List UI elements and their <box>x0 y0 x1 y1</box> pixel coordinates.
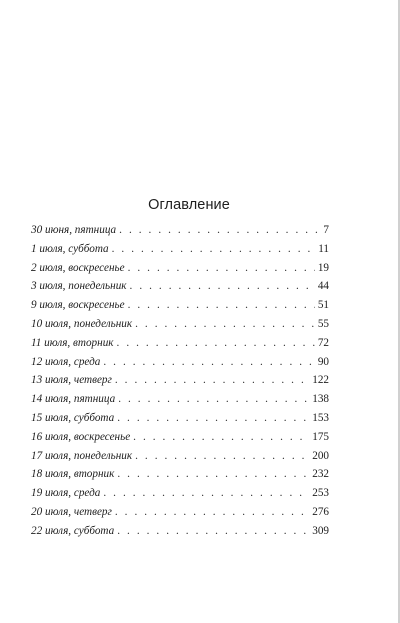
toc-dot-leader <box>128 299 315 311</box>
toc-entry <box>31 431 329 450</box>
toc-entry <box>31 506 329 525</box>
toc-entry <box>31 280 329 299</box>
toc-entry-page: 253 <box>312 487 329 500</box>
toc-entry-label: 12 июля, среда <box>31 355 101 368</box>
toc-entry <box>31 468 329 487</box>
toc-entry-label: 1 июля, суббота <box>31 242 109 255</box>
toc-entry <box>31 318 329 337</box>
toc-entry <box>31 356 329 375</box>
toc-entry-page: 51 <box>317 299 329 312</box>
toc-entry <box>31 487 329 506</box>
toc-entry-page: 55 <box>317 317 329 330</box>
toc-dot-leader <box>133 431 309 443</box>
toc-entry-page: 90 <box>317 355 329 368</box>
toc-entry <box>31 224 329 243</box>
toc-entry-page: 122 <box>312 374 329 387</box>
toc-entry-label: 17 июля, понедельник <box>31 449 133 462</box>
toc-dot-leader <box>117 412 309 424</box>
toc-dot-leader <box>115 374 309 386</box>
toc-entry-page: 276 <box>312 505 329 518</box>
toc-entry-page: 175 <box>312 430 329 443</box>
toc-dot-leader <box>130 280 315 292</box>
toc-entry-label: 16 июля, воскресенье <box>31 430 131 443</box>
toc-entry <box>31 412 329 431</box>
toc-entry-label: 3 июля, понедельник <box>31 280 127 293</box>
toc-entry-page: 309 <box>312 524 329 537</box>
toc-title: Оглавление <box>148 197 230 213</box>
toc-dot-leader <box>103 356 314 368</box>
toc-entry-label: 9 июля, воскресенье <box>31 299 125 312</box>
toc-dot-leader <box>103 487 309 499</box>
toc-entry <box>31 243 329 262</box>
toc-entry-page: 138 <box>312 393 329 406</box>
toc-entry <box>31 393 329 412</box>
toc-entry-label: 20 июля, четверг <box>31 505 112 518</box>
toc-entry-page: 19 <box>317 261 329 274</box>
toc-entry-label: 18 июля, вторник <box>31 468 115 481</box>
toc-entry <box>31 262 329 281</box>
toc-dot-leader <box>115 506 309 518</box>
toc-dot-leader <box>117 337 315 349</box>
toc-dot-leader <box>117 468 309 480</box>
toc-dot-leader <box>135 450 309 462</box>
toc-dot-leader <box>119 224 320 236</box>
toc-entry-page: 44 <box>317 280 329 293</box>
toc-entry <box>31 337 329 356</box>
toc-dot-leader <box>117 525 309 537</box>
toc-dot-leader <box>112 243 316 255</box>
toc-entry-page: 72 <box>317 336 329 349</box>
toc-entry-label: 22 июля, суббота <box>31 524 115 537</box>
toc-entry <box>31 450 329 469</box>
toc-dot-leader <box>128 262 315 274</box>
toc-entry-label: 15 июля, суббота <box>31 411 115 424</box>
toc-dot-leader <box>118 393 309 405</box>
toc-entry-label: 30 июня, пятница <box>31 224 117 236</box>
toc-entry-label: 14 июля, пятница <box>31 393 116 406</box>
toc-entry-label: 13 июля, четверг <box>31 374 112 387</box>
toc-entry-page: 7 <box>323 224 329 236</box>
toc-entry-page: 232 <box>312 468 329 481</box>
toc-entry-label: 11 июля, вторник <box>31 336 114 349</box>
toc-entry-label: 2 июля, воскресенье <box>31 261 125 274</box>
toc-entry <box>31 525 329 544</box>
toc-entry <box>31 374 329 393</box>
toc-dot-leader <box>135 318 315 330</box>
toc-entry-page: 153 <box>312 411 329 424</box>
toc-entry-label: 10 июля, понедельник <box>31 317 133 330</box>
toc-entry-label: 19 июля, среда <box>31 487 101 500</box>
toc-entry-page: 11 <box>318 242 329 255</box>
toc-entry-page: 200 <box>312 449 329 462</box>
toc-entry <box>31 299 329 318</box>
toc-list <box>31 224 329 544</box>
